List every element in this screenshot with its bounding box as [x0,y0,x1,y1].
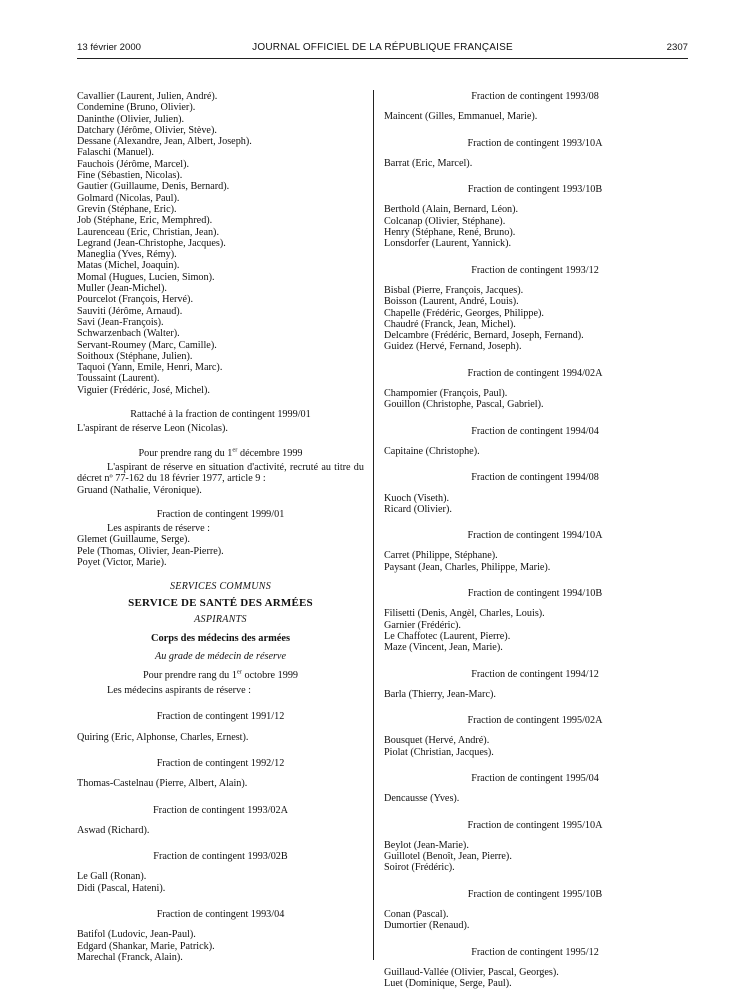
fraction-group [384,758,686,805]
name-entry: Delcambre (Frédéric, Bernard, Joseph, Fernand). [384,330,584,342]
name-entry: Gautier (Guillaume, Denis, Bernard). [77,181,230,193]
name-entry: Paysant (Jean, Charles, Philippe, Marie). [384,561,551,573]
fraction-heading: Fraction de contingent 1992/12 [156,757,285,769]
name-entry: Thomas-Castelnau (Pierre, Albert, Alain). [77,778,248,790]
name-entry: Servant-Roumey (Marc, Camille). [77,339,217,351]
name-entry: Poyet (Victor, Marie). [77,556,167,568]
fraction-group [384,411,686,458]
fraction-heading: Fraction de contingent 1993/04 [156,909,285,921]
fraction-heading: Fraction de contingent 1993/02B [153,851,288,863]
name-entry: Condemine (Bruno, Olivier). [77,102,196,114]
name-entry: Batifol (Ludovic, Jean-Paul). [77,929,196,941]
name-entry: Soirot (Frédéric). [384,862,455,874]
journal-title: JOURNAL OFFICIEL DE LA RÉPUBLIQUE FRANÇAISE [252,42,513,53]
fraction-group [384,874,686,932]
name-entry: Didi (Pascal, Hateni). [77,882,166,894]
fraction-group [384,932,686,990]
name-entry: Soithoux (Stéphane, Julien). [77,350,193,362]
name-entry: Beylot (Jean-Marie). [384,839,469,851]
fraction-heading: Fraction de contingent 1995/02A [467,715,603,727]
name-entry: Le Gall (Ronan). [77,871,147,883]
name-entry: Maze (Vincent, Jean, Marie). [384,642,503,654]
service-sante-title: SERVICE DE SANTÉ DES ARMÉES [128,596,313,609]
name-entry: Piolat (Christian, Jacques). [384,746,494,758]
services-communs-title: SERVICES COMMUNS [170,581,271,593]
name-entry: Bousquet (Hervé, André). [384,735,490,747]
name-entry: Barla (Thierry, Jean-Marc). [384,688,496,700]
name-entry: Job (Stéphane, Eric, Memphred). [77,215,213,227]
name-entry: Datchary (Jérôme, Olivier, Stève). [77,124,217,136]
name-entry: Conan (Pascal). [384,909,449,921]
name-entry: Muller (Jean-Michel). [77,283,167,295]
name-entry: Berthold (Alain, Bernard, Léon). [384,204,519,216]
name-entry: Guillaud-Vallée (Olivier, Pascal, Georges). [384,966,559,978]
fraction-group [384,169,686,249]
name-entry: Fauchois (Jérôme, Marcel). [77,158,190,170]
name-entry: Falaschi (Manuel). [77,147,154,159]
name-entry: Cavallier (Laurent, Julien, André). [77,91,218,102]
name-entry: Grevin (Stéphane, Eric). [77,203,177,215]
fraction-heading: Fraction de contingent 1993/08 [471,91,599,102]
fraction-heading: Fraction de contingent 1995/04 [471,772,599,784]
name-entry: Dessane (Alexandre, Jean, Albert, Joseph). [77,136,252,148]
right-column [384,91,686,990]
fraction-group [384,353,686,411]
fraction-group [384,654,686,701]
name-entry: Toussaint (Laurent). [77,373,160,385]
name-entry: Taquoi (Yann, Emile, Henri, Marc). [77,362,223,374]
name-entry: Marechal (Franck, Alain). [77,951,183,963]
aspirants-reserve-label: Les aspirants de réserve : [107,523,210,535]
name-entry: Matas (Michel, Joaquin). [77,260,180,272]
right-fraction-groups [384,91,686,990]
page-header [77,41,688,55]
fraction-heading: Fraction de contingent 1993/10B [467,184,603,196]
fraction-group [384,805,686,874]
name-entry: Filisetti (Denis, Angèl, Charles, Louis). [384,608,545,620]
fraction-1999-names [77,534,364,568]
fraction-heading: Fraction de contingent 1994/08 [471,472,599,484]
grade-medecin-title: Au grade de médecin de réserve [155,651,286,663]
names-list [77,91,364,396]
fraction-group [384,250,686,353]
situation-name: Gruand (Nathalie, Véronique). [77,484,202,496]
name-entry: Champomier (François, Paul). [384,388,508,400]
left-fraction-groups [77,696,364,963]
fraction-heading: Fraction de contingent 1993/12 [471,264,599,276]
name-entry: Lonsdorfer (Laurent, Yannick). [384,238,512,250]
name-entry: Le Chaffotec (Laurent, Pierre). [384,630,511,642]
fraction-heading: Fraction de contingent 1993/10A [467,137,603,149]
column-divider [373,90,374,960]
page-number: 2307 [666,42,688,53]
name-entry: Daninthe (Olivier, Julien). [77,113,185,125]
name-entry: Schwarzenbach (Walter). [77,328,180,340]
name-entry: Momal (Hugues, Lucien, Simon). [77,271,215,283]
rang-october-heading: Pour prendre rang du 1er octobre 1999 [142,668,299,681]
name-entry: Pourcelot (François, Hervé). [77,294,193,306]
fraction-group [384,457,686,515]
fraction-group [77,696,364,743]
name-entry: Quiring (Eric, Alphonse, Charles, Ernest). [77,731,249,743]
fraction-heading: Fraction de contingent 1993/02A [153,804,288,816]
fraction-group [384,515,686,573]
name-entry: Guidez (Hervé, Fernand, Joseph). [384,341,522,353]
name-entry: Barrat (Eric, Marcel). [384,157,473,169]
name-entry: Fine (Sébastien, Nicolas). [77,170,183,182]
name-entry: Edgard (Shankar, Marie, Patrick). [77,940,215,952]
header-rule [77,58,688,59]
name-entry: Golmard (Nicolas, Paul). [77,192,180,204]
fraction-heading: Fraction de contingent 1994/04 [471,425,599,437]
fraction-group [384,573,686,653]
name-entry: Colcanap (Olivier, Stéphane). [384,215,506,227]
medecins-label: Les médecins aspirants de réserve : [107,685,251,697]
fraction-group [77,836,364,894]
fraction-heading: Fraction de contingent 1995/12 [471,946,599,958]
issue-date: 13 février 2000 [77,42,141,53]
name-entry: Boisson (Laurent, André, Louis). [384,296,519,308]
fraction-1999-heading: Fraction de contingent 1999/01 [156,508,285,520]
fraction-heading: Fraction de contingent 1995/10B [467,888,603,900]
name-entry: Sauviti (Jérôme, Arnaud). [77,305,183,317]
fraction-group [384,700,686,758]
name-entry: Pele (Thomas, Olivier, Jean-Pierre). [77,545,224,557]
fraction-heading: Fraction de contingent 1994/12 [471,668,599,680]
name-entry: Chapelle (Frédéric, Georges, Philippe). [384,307,544,319]
fraction-group [384,123,686,170]
name-entry: Dencausse (Yves). [384,793,460,805]
name-entry: Carret (Philippe, Stéphane). [384,550,498,562]
name-entry: Maneglia (Yves, Rémy). [77,249,177,261]
fraction-heading: Fraction de contingent 1995/10A [467,819,603,831]
name-entry: Ricard (Olivier). [384,503,452,515]
fraction-heading: Fraction de contingent 1991/12 [156,711,285,723]
name-entry: Aswad (Richard). [77,824,150,836]
fraction-group [384,91,686,123]
corps-medecins-title: Corps des médecins des armées [150,633,291,645]
name-entry: Capitaine (Christophe). [384,445,480,457]
name-entry: Luet (Dominique, Serge, Paul). [384,978,512,990]
name-entry: Henry (Stéphane, René, Bruno). [384,227,516,239]
name-entry: Laurenceau (Eric, Christian, Jean). [77,226,219,238]
fraction-heading: Fraction de contingent 1994/10B [467,588,603,600]
name-entry: Savi (Jean-François). [77,316,164,328]
rang-december-heading: Pour prendre rang du 1er décembre 1999 [138,446,303,459]
name-entry: Legrand (Jean-Christophe, Jacques). [77,237,226,249]
name-entry: Bisbal (Pierre, François, Jacques). [384,284,524,296]
left-column [77,91,364,963]
fraction-group [77,894,364,963]
rattache-heading: Rattaché à la fraction de contingent 1999/01 [130,409,311,421]
name-entry: Kuoch (Viseth). [384,492,450,504]
fraction-heading: Fraction de contingent 1994/10A [467,530,603,542]
fraction-group [77,743,364,790]
name-entry: Maincent (Gilles, Emmanuel, Marie). [384,111,538,123]
name-entry: Chaudré (Franck, Jean, Michel). [384,318,516,330]
aspirants-title: ASPIRANTS [194,613,247,625]
situation-text: L'aspirant de réserve en situation d'activité, recruté au titre du décret nº 77-162 du 18 février 1977, article 9 : [77,461,364,485]
name-entry: Dumortier (Renaud). [384,920,470,932]
name-entry: Garnier (Frédéric). [384,619,461,631]
name-entry: Gouillon (Christophe, Pascal, Gabriel). [384,399,544,411]
fraction-group [77,790,364,837]
fraction-heading: Fraction de contingent 1994/02A [467,367,603,379]
name-entry: Viguier (Frédéric, José, Michel). [77,384,210,396]
rattache-name: L'aspirant de réserve Leon (Nicolas). [77,423,228,435]
name-entry: Glemet (Guillaume, Serge). [77,534,190,546]
name-entry: Guillotel (Benoît, Jean, Pierre). [384,851,512,863]
